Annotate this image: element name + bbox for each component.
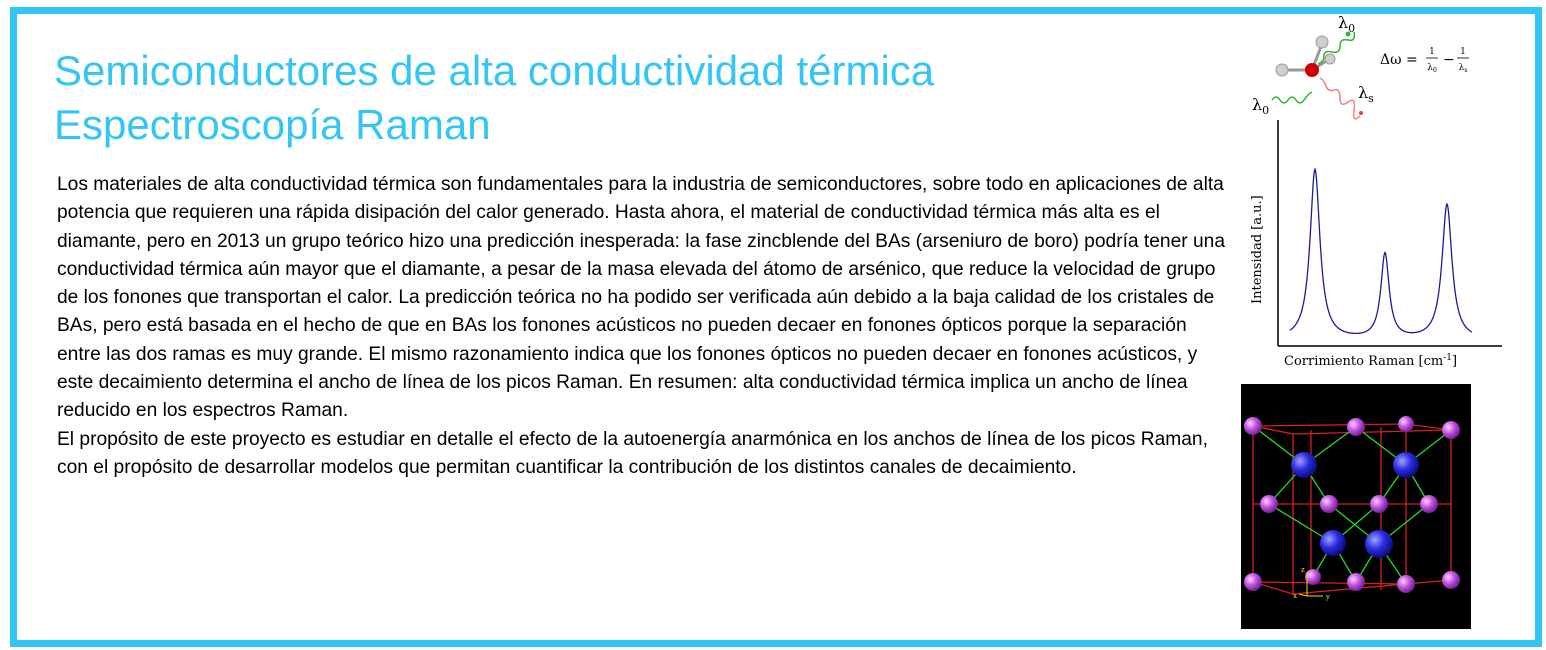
x-axis-label-end: ] — [1451, 354, 1458, 369]
boron-atom — [1244, 573, 1262, 591]
boron-atom — [1398, 416, 1414, 432]
incident-wave — [1272, 92, 1312, 103]
boron-atom — [1442, 421, 1460, 439]
title-line-1: Semiconductores de alta conductividad térmica — [54, 47, 935, 94]
bas-crystal-structure — [1241, 384, 1471, 629]
hydrogen-atom — [1316, 36, 1328, 48]
formula-lhs: Δω = — [1380, 52, 1418, 68]
x-axis-label: Corrimiento Raman [cm — [1284, 354, 1444, 369]
x-axis-label-exp: -1 — [1443, 353, 1452, 363]
central-atom — [1305, 63, 1319, 77]
body-text — [57, 171, 1227, 482]
boron-atom — [1397, 575, 1415, 593]
lambdas-label: λ — [1358, 83, 1369, 102]
boron-atom — [1420, 495, 1438, 513]
boron-atom — [1347, 418, 1365, 436]
scattered-wave-raman — [1320, 78, 1360, 119]
arsenic-atom — [1320, 530, 1346, 556]
scattering-schematic — [1252, 13, 1374, 119]
lambda0-sub-left: 0 — [1262, 104, 1270, 117]
boron-atom — [1442, 571, 1460, 589]
axis-x: x — [1293, 592, 1297, 600]
svg-text:1: 1 — [1460, 47, 1466, 57]
svg-text:λs — [1358, 83, 1374, 105]
svg-text:λs: $\lambda_s$ — [1458, 63, 1468, 74]
boron-atom — [1260, 495, 1278, 513]
boron-atom — [1320, 495, 1338, 513]
lambda0-label-top: λ — [1338, 13, 1349, 32]
raman-shift-formula — [1380, 47, 1469, 74]
paragraph-2: El propósito de este proyecto es estudiar en detalle el efecto de la autoenergía anarmónica en los anchos de línea de los picos Raman, con el propósito de desarrollar modelos que permitan cuantificar la contribución de los distintos canales de decaimiento. — [57, 428, 1208, 478]
raman-spectrum-figure — [1240, 8, 1510, 373]
arsenic-atom — [1291, 452, 1317, 478]
arsenic-atom — [1365, 530, 1393, 558]
y-axis-label: Intensidad [a.u.] — [1250, 195, 1265, 304]
svg-text:Corrimiento Raman [cm-1] — [1284, 353, 1457, 369]
boron-atom — [1370, 495, 1388, 513]
arsenic-atom — [1393, 452, 1419, 478]
lambdas-sub: s — [1368, 92, 1374, 105]
hydrogen-atom — [1325, 54, 1335, 64]
svg-text:λ0 — [1252, 95, 1269, 117]
hydrogen-atom — [1276, 64, 1288, 76]
wave-tip — [1359, 111, 1363, 115]
svg-text:−: − — [1443, 52, 1455, 68]
lambda0-sub-top: 0 — [1348, 22, 1356, 35]
boron-atom — [1244, 417, 1262, 435]
title-line-2: Espectroscopía Raman — [54, 101, 491, 148]
boron-atom — [1347, 573, 1365, 591]
svg-text:1: 1 — [1429, 47, 1435, 57]
slide-title — [54, 44, 934, 152]
axis-y: y — [1326, 593, 1330, 601]
svg-text:λ0 — [1338, 13, 1355, 35]
raman-spectrum-curve — [1290, 169, 1472, 333]
lambda0-label-left: λ — [1252, 95, 1263, 114]
axis-z: z — [1301, 566, 1305, 574]
paragraph-1: Los materiales de alta conductividad térmica son fundamentales para la industria de semiconductores, sobre todo en aplicaciones de alta potencia que requieren una rápida disipación del calor generado. Hasta ahora, el material de conductividad térmica más alta es el diamante, pero en 2013 un grupo teórico hizo una predicción inesperada: la fase zincblende del BAs (arseniuro de boro) podría tener una conductividad térmica aún mayor que el diamante, a pesar de la masa elevada del átomo de arsénico, que reduce la velocidad de grupo de los fonones que transportan el calor. La predicción teórica no ha podido ser verificada aún debido a la baja calidad de los cristales de BAs, pero está basada en el hecho de que en BAs los fonones acústicos no pueden decaer en fonones ópticos porque la separación entre las dos ramas es muy grande. El mismo razonamiento indica que los fonones ópticos no pueden decaer en fonones acústicos, y este decaimiento determina el ancho de línea de los picos Raman. En resumen: alta conductividad térmica implica un ancho de línea reducido en los espectros Raman. — [57, 174, 1226, 422]
svg-text:λ0: $\lambda_0$ — [1427, 63, 1437, 74]
